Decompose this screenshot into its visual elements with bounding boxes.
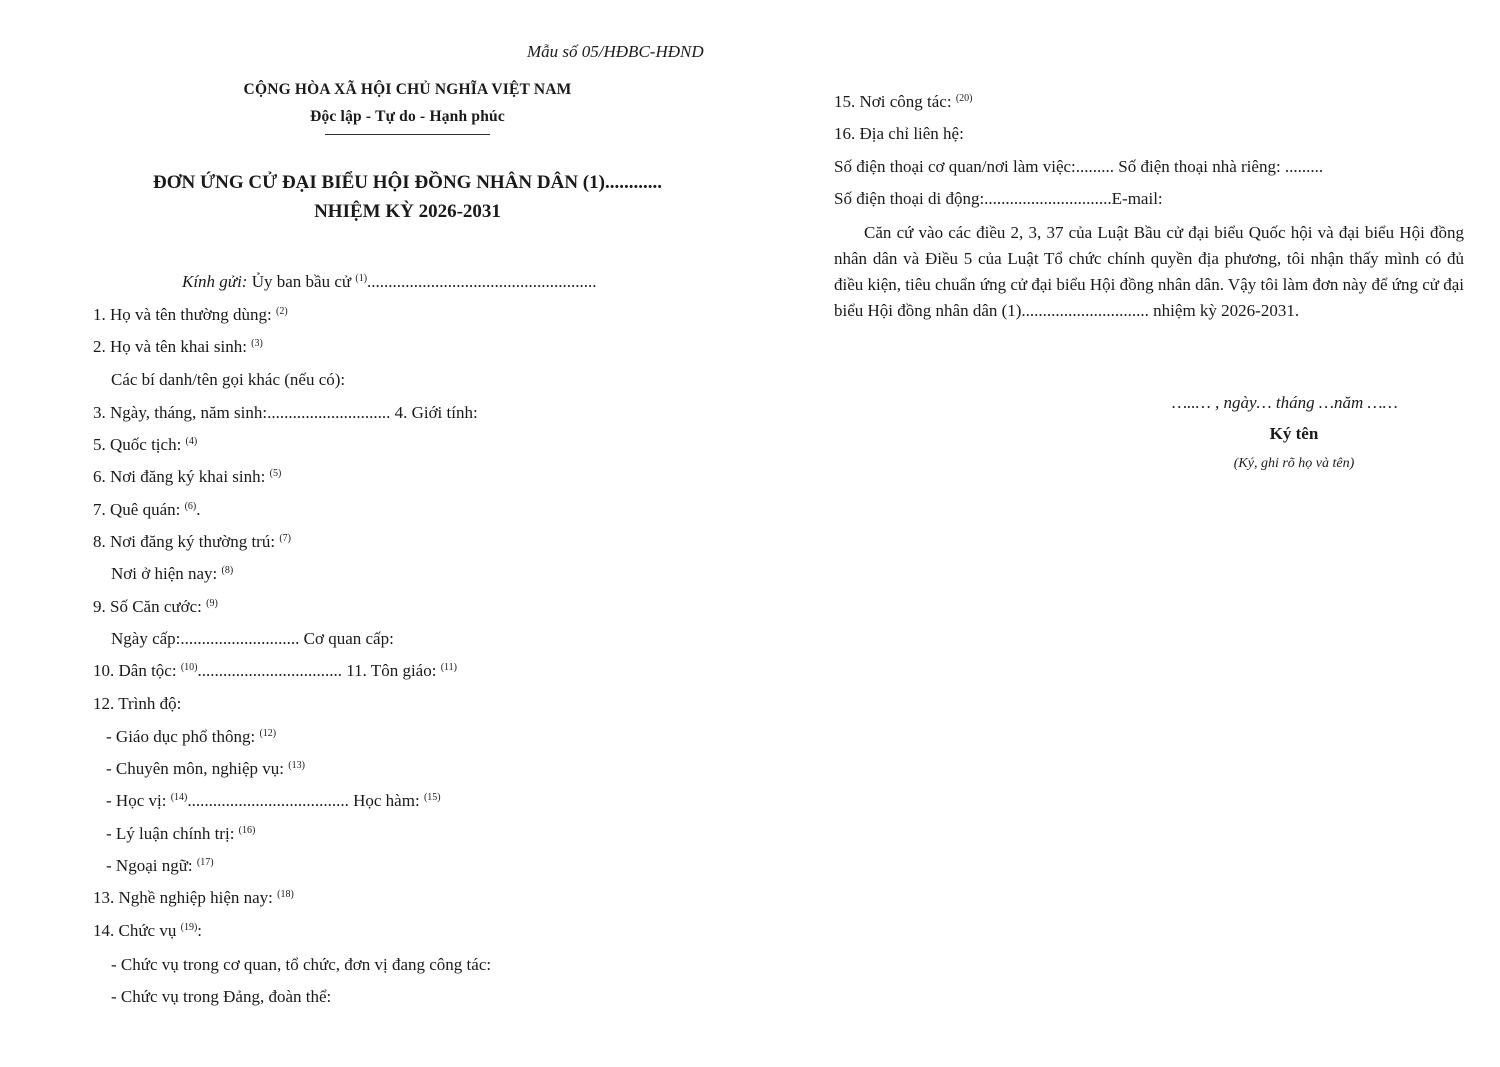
field-contact-address: 16. Địa chỉ liên hệ: <box>834 124 964 143</box>
footnote-ref: (9) <box>206 598 218 609</box>
signature-title: Ký tên <box>1269 424 1319 443</box>
footnote-ref: (8) <box>221 565 234 576</box>
field-nationality: 5. Quốc tịch: $^{(4)}$ <box>93 435 198 454</box>
field-birth-name: 2. Họ và tên khai sinh: $^{(3)}$ <box>93 337 263 356</box>
field-position-party: - Chức vụ trong Đảng, đoàn thể: <box>111 987 332 1006</box>
field-general-education: - Giáo dục phổ thông: $^{(12)}$ <box>106 727 277 746</box>
field-birth-registration: 6. Nơi đăng ký khai sinh: $^{(5)}$ <box>93 467 282 486</box>
field-position: 14. Chức vụ $^{(19)}$: <box>93 921 203 940</box>
footnote-ref: (5) <box>269 468 282 479</box>
field-mobile-email: Số điện thoại di động:..............................E-mail: <box>834 189 1163 208</box>
recipient-text: Ủy ban bầu cử <box>247 272 356 291</box>
field-education: 12. Trình độ: <box>93 694 182 713</box>
recipient-line <box>182 272 597 292</box>
footnote-ref: (19) <box>180 922 198 933</box>
footnote-ref: (3) <box>251 338 263 349</box>
footnote-ref: (14) <box>170 792 188 803</box>
signature-note: (Ký, ghi rõ họ và tên) <box>1233 456 1355 471</box>
field-degree-title: - Học vị: $^{(14)}$...................................... Học hàm: $^{(15)}$ <box>106 791 441 810</box>
term-title: NHIỆM KỲ 2026-2031 <box>314 201 501 222</box>
field-aliases: Các bí danh/tên gọi khác (nếu có): <box>111 370 346 389</box>
field-occupation: 13. Nghề nghiệp hiện nay: $^{(18)}$ <box>93 888 294 907</box>
recipient-label: Kính gửi: <box>182 272 248 291</box>
field-foreign-language: - Ngoại ngữ: $^{(17)}$ <box>106 856 214 875</box>
field-workplace: 15. Nơi công tác: $^{(20)}$ <box>834 92 973 111</box>
signature-date-line: …..… , ngày… tháng …năm …… <box>1172 393 1398 412</box>
footnote-ref: (4) <box>185 436 198 447</box>
footnote-ref: (13) <box>288 760 305 771</box>
footnote-ref: (20) <box>955 93 973 104</box>
footnote-ref: (6) <box>184 501 197 512</box>
footnote-ref: (2) <box>276 306 288 317</box>
field-office-home-phone: Số điện thoại cơ quan/nơi làm việc:......... Số điện thoại nhà riêng: ......... <box>834 157 1324 176</box>
footnote-ref: (7) <box>279 533 291 544</box>
field-id-issue: Ngày cấp:............................ Cơ quan cấp: <box>111 629 394 648</box>
footnote-ref: (11) <box>440 662 457 673</box>
document-title: ĐƠN ỨNG CỬ ĐẠI BIỂU HỘI ĐỒNG NHÂN DÂN (1)............ <box>153 172 662 193</box>
footnote-ref: (15) <box>423 792 441 803</box>
field-profession: - Chuyên môn, nghiệp vụ: $^{(13)}$ <box>106 759 305 778</box>
field-birth-date-gender: 3. Ngày, tháng, năm sinh:............................. 4. Giới tính: <box>93 403 478 422</box>
footnote-ref: (10) <box>180 662 198 673</box>
motto-underline <box>325 134 490 135</box>
field-id-number: 9. Số Căn cước: $^{(9)}$ <box>93 597 218 616</box>
footnote-ref: (16) <box>238 825 256 836</box>
form-number: Mẫu số 05/HĐBC-HĐND <box>527 42 704 61</box>
footnote-ref: (17) <box>196 857 214 868</box>
footnote-ref: (18) <box>277 889 294 900</box>
field-permanent-residence: 8. Nơi đăng ký thường trú: $^{(7)}$ <box>93 532 291 551</box>
field-common-name: 1. Họ và tên thường dùng: $^{(2)}$ <box>93 305 288 324</box>
motto: Độc lập - Tự do - Hạnh phúc <box>310 108 505 125</box>
recipient-dots: ...................................................... <box>367 272 597 291</box>
nation-heading: CỘNG HÒA XÃ HỘI CHỦ NGHĨA VIỆT NAM <box>243 81 572 98</box>
field-ethnicity-religion: 10. Dân tộc: $^{(10)}$.................................. 11. Tôn giáo: $^{(11)}$ <box>93 661 457 680</box>
footnote-ref: (12) <box>259 728 277 739</box>
field-current-residence: Nơi ở hiện nay: $^{(8)}$ <box>111 564 234 583</box>
field-political-theory: - Lý luận chính trị: $^{(16)}$ <box>106 824 256 843</box>
footnote-ref: (1) <box>355 273 368 284</box>
statement-paragraph: Căn cứ vào các điều 2, 3, 37 của Luật Bầu cử đại biểu Quốc hội và đại biểu Hội đồng nhân dân và Điều 5 của Luật Tổ chức chính quyền địa phương, tôi nhận thấy mình có đủ điều kiện, tiêu chuẩn ứng cử đại biểu Hội đồng nhân dân. Vậy tôi làm đơn này để ứng cử đại biểu Hội đồng nhân dân (1).............................. nhiệm kỳ 2026-2031. <box>834 223 1464 320</box>
field-position-organization: - Chức vụ trong cơ quan, tổ chức, đơn vị đang công tác: <box>111 955 492 974</box>
field-hometown: 7. Quê quán: $^{(6)}$. <box>93 500 201 519</box>
